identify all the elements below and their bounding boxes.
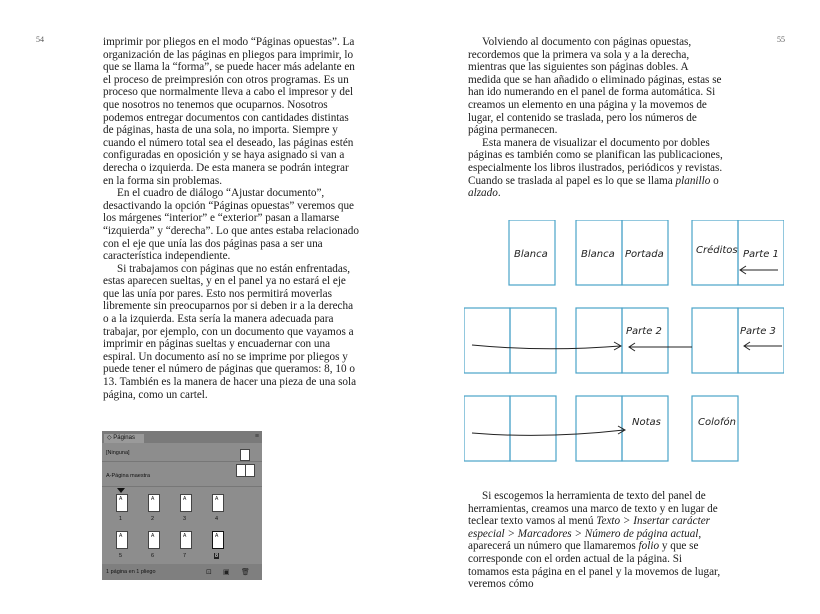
page-number-5: 5 [119, 553, 123, 559]
page-thumb-3[interactable] [180, 494, 192, 512]
label-portada: Portada [625, 249, 664, 260]
page-number-7: 7 [183, 553, 187, 559]
page-box [510, 308, 556, 373]
right-page-text-top [468, 36, 723, 200]
page-number-4: 4 [215, 516, 219, 522]
right-paragraph-2 [468, 137, 723, 200]
page-thumb-2[interactable] [148, 494, 160, 512]
page-number-2: 2 [151, 516, 155, 522]
right-paragraph-3 [468, 490, 723, 591]
none-master-thumb [240, 449, 250, 461]
label-parte-2: Parte 2 [626, 326, 662, 337]
left-page-text [103, 36, 359, 401]
menu-path: Texto > Insertar carácter especial > Marcadores > Número de página actual [468, 515, 711, 540]
page-box [692, 308, 738, 373]
page-thumb-5[interactable] [116, 531, 128, 549]
label-parte-3: Parte 3 [740, 326, 776, 337]
master-letter: A [119, 496, 123, 502]
pages-tab[interactable]: ◇ Páginas [104, 434, 144, 443]
none-master-label: [Ninguna] [106, 450, 130, 456]
page-thumb-8[interactable] [212, 531, 224, 549]
page-number-8-selected: 8 [215, 553, 219, 559]
page-box [622, 308, 668, 373]
page-number-1: 1 [119, 516, 123, 522]
label-blanca-1: Blanca [514, 249, 548, 260]
page-box [510, 396, 556, 461]
page-box [622, 396, 668, 461]
term-planillo: planillo [675, 174, 711, 187]
page-thumb-1[interactable] [116, 494, 128, 512]
master-letter: A [183, 496, 187, 502]
master-page-row[interactable] [102, 462, 262, 487]
label-parte-1: Parte 1 [743, 249, 779, 260]
panel-tab-bar [102, 431, 262, 443]
bottom-text-c: y que se corresponde con el orden actual de la página. Si tomamos esta página en el panel y la movemos de lugar, veremos cómo [468, 540, 721, 591]
panel-status-bar [102, 564, 262, 580]
label-blanca-2: Blanca [581, 249, 615, 260]
left-page-number: 54 [36, 35, 44, 44]
master-letter: A [119, 533, 123, 539]
current-page-marker-icon [117, 488, 125, 493]
page-box [464, 308, 510, 373]
label-notas: Notas [632, 417, 661, 428]
pages-panel [102, 431, 262, 580]
page-number-6: 6 [151, 553, 155, 559]
period: . [497, 187, 501, 200]
page-thumb-6[interactable] [148, 531, 160, 549]
page-box [576, 396, 622, 461]
page-box [692, 396, 738, 461]
right-paragraph-2-text: Esta manera de visualizar el documento por dobles páginas es también como se planifican las publicaciones, especialmente los libros ilustrados, periódicos y revistas. Cuando se traslada al papel es lo que se llama [468, 136, 723, 187]
page-planning-diagram [464, 220, 784, 465]
master-letter: A [215, 496, 219, 502]
term-folio: folio [638, 540, 660, 553]
master-letter: A [151, 496, 155, 502]
arrow-line [472, 430, 624, 435]
panel-menu-icon[interactable]: ≡ [254, 433, 259, 440]
new-page-icon[interactable]: ▣ [223, 569, 230, 576]
page-box [576, 308, 622, 373]
label-colofon: Colofón [698, 417, 736, 428]
right-paragraph-1: Volviendo al documento con páginas opuestas, recordemos que la primera va sola y a la derecha, mientras que las siguientes son páginas dobles. A medida que se han añadido o eliminado páginas, estas se han ido numerando en el panel de forma automática. Si creamos un elemento en una página y la movemos de lugar, el contenido se traslada, pero los números de página permanecen. [468, 36, 722, 137]
delete-page-icon[interactable]: 🗑 [241, 569, 250, 576]
master-thumb-right [245, 464, 255, 477]
page-box [738, 308, 784, 373]
right-page-text-bottom [468, 490, 723, 591]
bottom-text-b: , aparecerá un número que llamaremos [468, 527, 702, 553]
master-page-label: A-Página maestra [106, 473, 151, 479]
right-page-number: 55 [777, 35, 785, 44]
page-thumb-7[interactable] [180, 531, 192, 549]
arrow-line [472, 345, 620, 349]
page-thumb-4[interactable] [212, 494, 224, 512]
panel-status-text: 1 página en 1 pliego [106, 569, 156, 575]
page-outlines [464, 220, 784, 461]
conjunction: o [710, 174, 719, 187]
page-box [464, 396, 510, 461]
master-letter: A [183, 533, 187, 539]
none-master-row[interactable] [102, 445, 262, 462]
label-creditos: Créditos [696, 245, 738, 256]
bottom-text-a: Si escogemos la herramienta de texto del panel de herramientas, creamos una marco de texto y en lugar de teclear texto vamos al menú [468, 490, 718, 528]
page-number-3: 3 [183, 516, 187, 522]
left-paragraph-3: Si trabajamos con páginas que no están enfrentadas, estas aparecen sueltas, y en el panel ya no estará el eje que las unía por pares. Esto nos permitirá moverlas libremente sin preocuparnos por si deben ir a la derecha o a la izquierda. Esta sería la manera adecuada para trabajar, por ejemplo, con un documento que vayamos a imprimir en páginas sueltas y encuadernar con una espiral. Un documento así no se imprime por pliegos y puede tener el número de páginas que queramos: 8, 10 o 13. También es la manera de hacer una pieza de una sola página, como un cartel. [103, 262, 357, 401]
left-paragraph-2: En el cuadro de diálogo “Ajustar documento”, desactivando la opción “Páginas opuestas” veremos que los márgenes “interior” e “exterior” pasan a llamarse “izquierda” y “derecha”. Lo que antes estaba relacionado con el eje que unía las dos páginas pasa a ser una característica independiente. [103, 187, 359, 263]
new-page-size-icon[interactable]: ⊡ [206, 569, 212, 576]
master-letter: A [215, 533, 219, 539]
left-paragraph-1: imprimir por pliegos en el modo “Páginas opuestas”. La organización de las páginas en pliegos para imprimir, lo que se llama la “forma”, se puede hacer más adelante en el proceso de preimpresión con otros programas. Es un proceso que normalmente lleva a cabo el impresor y del que nosotros no tenemos que ocuparnos. Nosotros podemos entregar documentos con cantidades distintas de páginas, hasta de una sola, no importa. Siempre y cuando el número total sea el deseado, las páginas estén configuradas en oposición y se haya asignado si van a derecha o izquierda. De esta manera se podrán integrar en la forma sin problemas. [103, 36, 355, 187]
master-letter: A [151, 533, 155, 539]
term-alzado: alzado [468, 187, 498, 200]
